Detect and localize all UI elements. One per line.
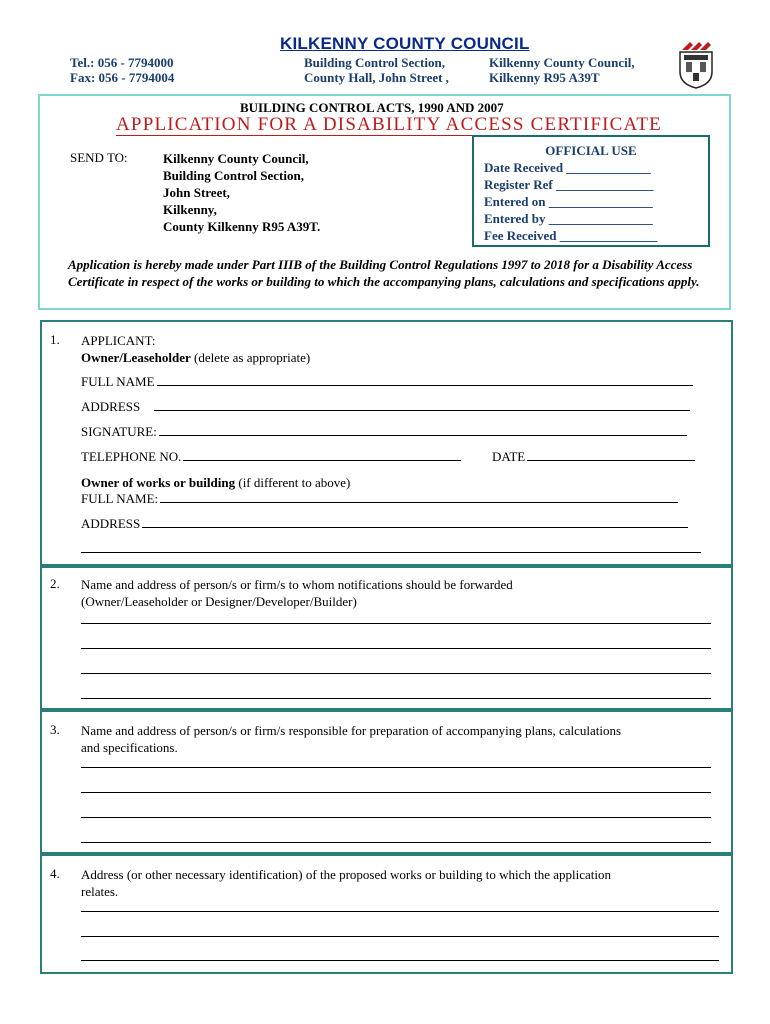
address-2-extra-line[interactable] — [81, 552, 701, 553]
application-intro: Application is hereby made under Part IIIB of the Building Control Regulations 1997 to 2018 for a Disability Access Certificate in respect of the works or building to which the accompanying plans, calculations and specifications apply. — [68, 257, 700, 289]
send-to-line: Kilkenny County Council, — [163, 151, 309, 166]
address-2-label: ADDRESS — [81, 516, 141, 531]
owner-leaseholder-label — [81, 349, 310, 366]
send-to-address — [163, 150, 320, 235]
official-use-title: OFFICIAL USE — [545, 143, 637, 158]
full-name-2-field[interactable] — [81, 491, 678, 507]
address-label: ADDRESS — [81, 399, 141, 414]
signature-label: SIGNATURE: — [81, 424, 157, 439]
application-title: APPLICATION FOR A DISABILITY ACCESS CERTIFICATE — [116, 114, 662, 135]
entered-by-field: Entered by ________________ — [484, 211, 653, 226]
plans-preparer-line-4[interactable] — [81, 842, 711, 843]
date-received-field: Date Received _____________ — [484, 160, 651, 175]
building-control-acts: BUILDING CONTROL ACTS, 1990 AND 2007 — [240, 100, 504, 115]
section-plans-preparer — [40, 710, 733, 854]
owner-leaseholder-bold: Owner/Leaseholder — [81, 350, 191, 365]
works-address-text-1: Address (or other necessary identification) of the proposed works or building to which the application — [81, 867, 611, 882]
send-to-line: John Street, — [163, 185, 230, 200]
notifications-line-4[interactable] — [81, 698, 711, 699]
date-input[interactable] — [527, 449, 695, 461]
kilkenny-crest-icon — [676, 40, 716, 90]
address-input[interactable] — [154, 399, 690, 411]
entered-on-field: Entered on ________________ — [484, 194, 653, 209]
plans-preparer-text-1: Name and address of person/s or firm/s responsible for preparation of accompanying plans, calculations — [81, 723, 622, 738]
telephone-label: TELEPHONE NO. — [81, 449, 182, 464]
fee-received-field: Fee Received _______________ — [484, 228, 658, 243]
plans-preparer-line-1[interactable] — [81, 767, 711, 768]
plans-preparer-line-2[interactable] — [81, 792, 711, 793]
address-right-line-1: Kilkenny County Council, — [489, 55, 635, 70]
section-notifications — [40, 566, 733, 710]
works-address-line-3[interactable] — [81, 960, 719, 961]
address-2-input[interactable] — [142, 516, 688, 528]
address-left-line-1: Building Control Section, — [304, 55, 445, 70]
address-right-line-2: Kilkenny R95 A39T — [489, 70, 600, 85]
send-to-line: County Kilkenny R95 A39T. — [163, 219, 321, 234]
full-name-input[interactable] — [157, 374, 693, 386]
section-number: 1. — [50, 332, 60, 347]
address-left-line-2: County Hall, John Street , — [304, 70, 449, 85]
full-name-label: FULL NAME — [81, 374, 155, 389]
plans-preparer-text-2: and specifications. — [81, 740, 178, 755]
applicant-heading: APPLICANT: — [81, 333, 156, 348]
signature-field[interactable] — [81, 424, 687, 440]
fax-number: Fax: 056 - 7794004 — [70, 70, 175, 85]
section-number: 2. — [50, 576, 60, 591]
telephone-input[interactable] — [183, 449, 461, 461]
section-number: 4. — [50, 866, 60, 881]
owner-works-note: (if different to above) — [235, 475, 351, 490]
owner-leaseholder-note: (delete as appropriate) — [190, 350, 311, 365]
works-address-text-2: relates. — [81, 884, 119, 899]
section-number: 3. — [50, 722, 60, 737]
send-to-line: Kilkenny, — [163, 202, 217, 217]
owner-works-bold: Owner of works or building — [81, 475, 236, 490]
section-works-address — [40, 854, 733, 974]
register-ref-field: Register Ref _______________ — [484, 177, 654, 192]
telephone-number: Tel.: 056 - 7794000 — [70, 55, 174, 70]
plans-preparer-line-3[interactable] — [81, 817, 711, 818]
owner-works-label — [81, 474, 350, 491]
council-title: KILKENNY COUNTY COUNCIL — [280, 34, 530, 53]
full-name-field[interactable] — [81, 374, 693, 390]
full-name-2-input[interactable] — [160, 491, 678, 503]
section-applicant — [40, 320, 733, 566]
send-to-label: SEND TO: — [70, 150, 128, 165]
notifications-line-3[interactable] — [81, 673, 711, 674]
notifications-text-1: Name and address of person/s or firm/s to whom notifications should be forwarded — [81, 577, 513, 592]
address-field[interactable] — [81, 399, 690, 415]
date-label: DATE — [492, 449, 526, 464]
signature-input[interactable] — [159, 424, 687, 436]
send-to-line: Building Control Section, — [163, 168, 304, 183]
full-name-2-label: FULL NAME: — [81, 491, 159, 506]
notifications-line-2[interactable] — [81, 648, 711, 649]
notifications-text-2: (Owner/Leaseholder or Designer/Developer/Builder) — [81, 594, 357, 609]
telephone-field[interactable] — [81, 449, 461, 465]
date-field[interactable] — [492, 449, 695, 465]
works-address-line-2[interactable] — [81, 936, 719, 937]
address-2-field[interactable] — [81, 516, 688, 532]
official-use-box — [472, 135, 710, 247]
notifications-line-1[interactable] — [81, 623, 711, 624]
works-address-line-1[interactable] — [81, 911, 719, 912]
